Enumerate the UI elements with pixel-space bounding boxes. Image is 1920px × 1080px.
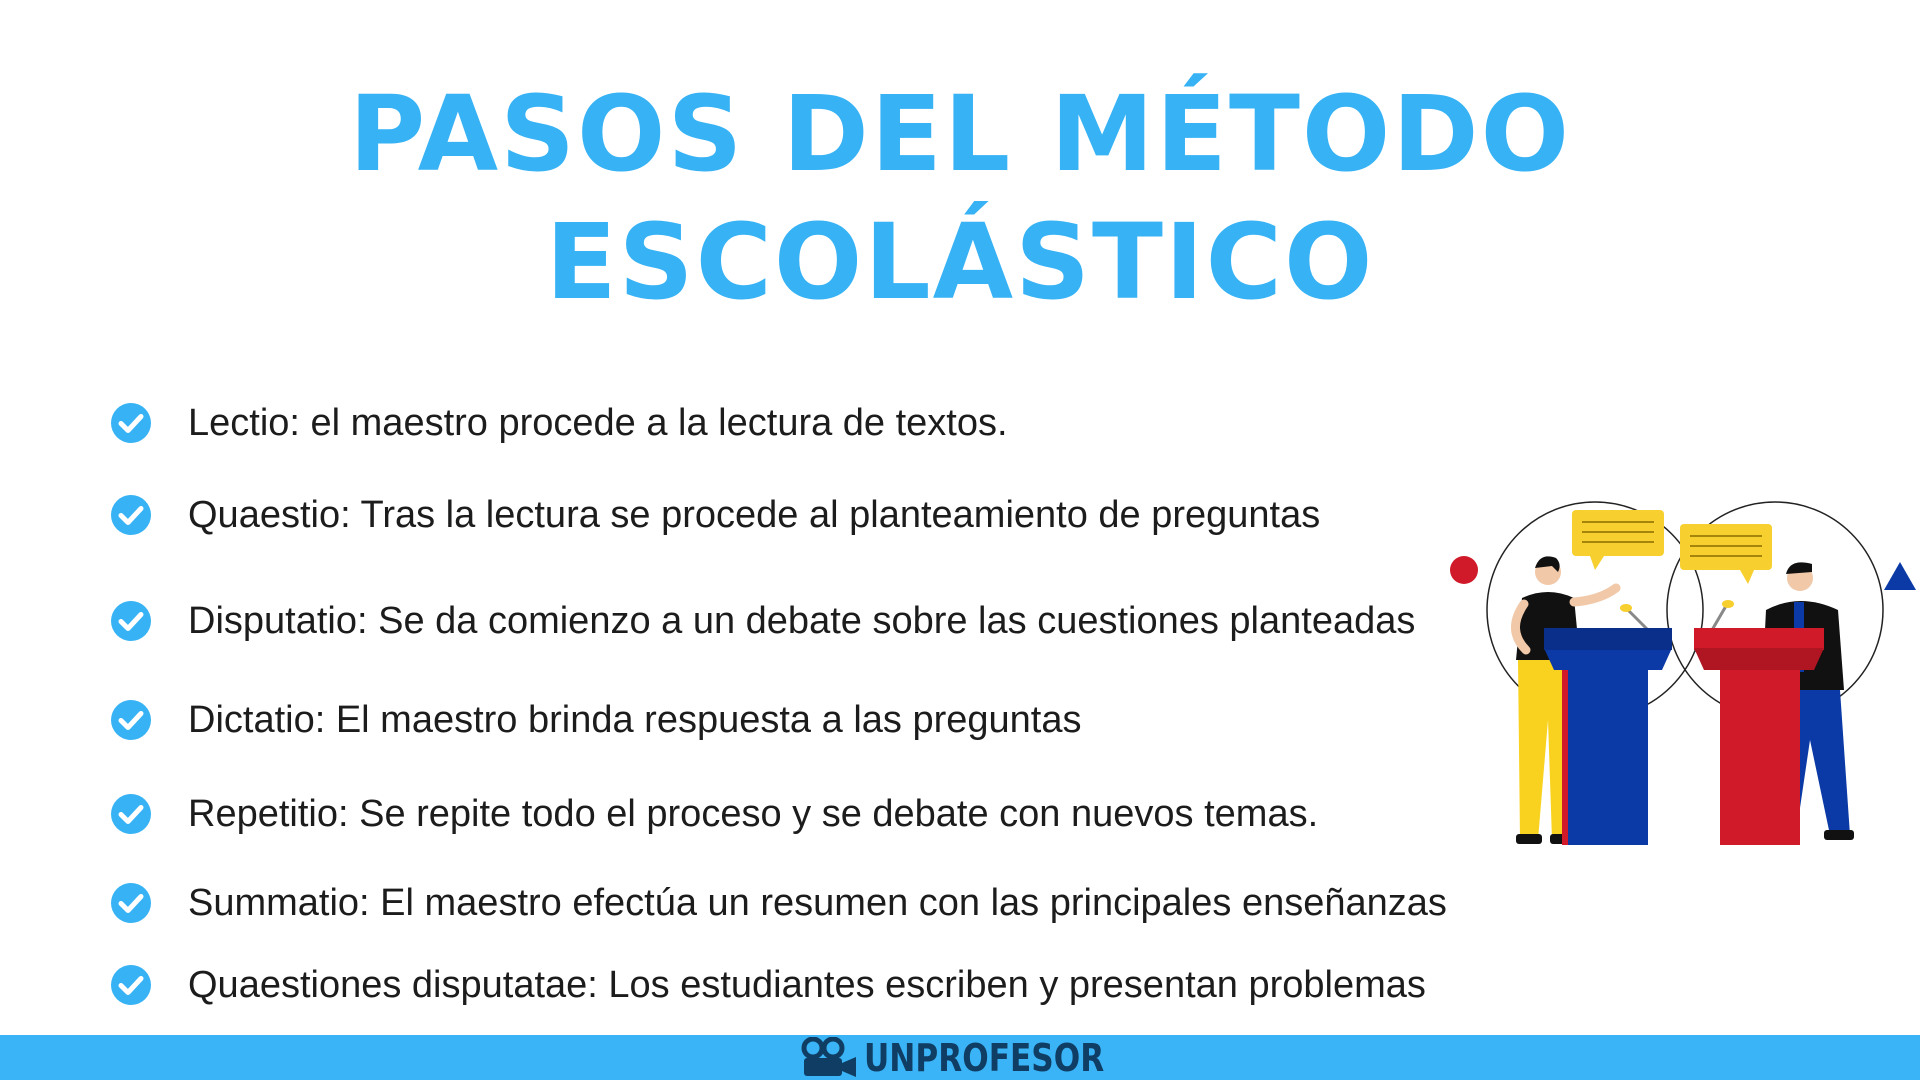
list-item	[110, 393, 1008, 453]
debate-illustration	[1440, 500, 1920, 860]
brand-name: UNPROFESOR	[864, 1036, 1105, 1080]
title-line-1: PASOS DEL MÉTODO	[348, 73, 1572, 195]
check-circle-icon	[110, 402, 152, 444]
camera-icon	[800, 1037, 858, 1079]
step-text: Repetitio: Se repite todo el proceso y se debate con nuevos temas.	[188, 792, 1319, 835]
step-text: Dictatio: El maestro brinda respuesta a las preguntas	[188, 698, 1082, 741]
check-circle-icon	[110, 600, 152, 642]
list-item	[110, 591, 1415, 651]
speech-bubble-icon	[1680, 524, 1772, 584]
check-circle-icon	[110, 699, 152, 741]
brand-logo[interactable]	[800, 1036, 1157, 1080]
step-text: Quaestio: Tras la lectura se procede al planteamiento de preguntas	[188, 493, 1321, 536]
red-dot-icon	[1450, 556, 1478, 584]
list-item	[110, 690, 1081, 750]
page-title	[0, 70, 1920, 326]
check-circle-icon	[110, 882, 152, 924]
list-item	[110, 873, 1447, 933]
check-circle-icon	[110, 793, 152, 835]
step-text: Lectio: el maestro procede a la lectura de textos.	[188, 401, 1008, 444]
blue-podium-icon	[1544, 604, 1672, 845]
list-item	[110, 784, 1318, 844]
list-item	[110, 485, 1320, 545]
speech-bubble-icon	[1572, 510, 1664, 570]
step-text: Summatio: El maestro efectúa un resumen con las principales enseñanzas	[188, 881, 1447, 924]
title-line-2: ESCOLÁSTICO	[545, 201, 1375, 323]
check-circle-icon	[110, 494, 152, 536]
blue-triangle-icon	[1884, 562, 1916, 590]
list-item	[110, 955, 1426, 1015]
step-text: Disputatio: Se da comienzo a un debate sobre las cuestiones planteadas	[188, 599, 1416, 642]
step-text: Quaestiones disputatae: Los estudiantes escriben y presentan problemas	[188, 963, 1426, 1006]
check-circle-icon	[110, 964, 152, 1006]
